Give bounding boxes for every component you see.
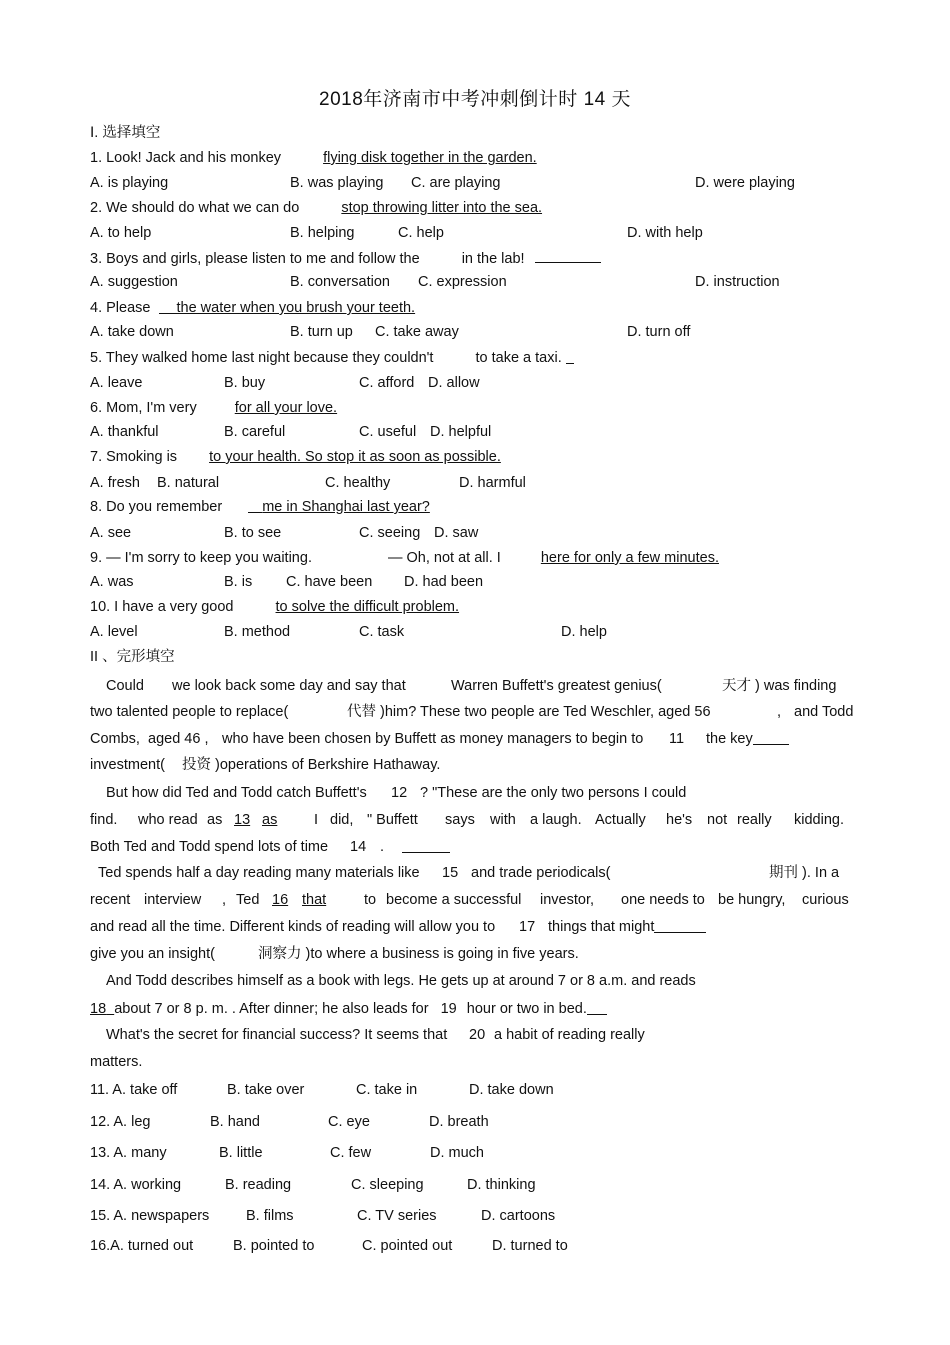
passage-text: kidding. (794, 812, 844, 828)
option-c: C. healthy (325, 475, 391, 491)
passage-text: as (207, 812, 223, 828)
stem-part: me in Shanghai last year? (262, 499, 430, 515)
blank-number: 19 (440, 1001, 457, 1017)
option-b: B. pointed to (233, 1238, 315, 1254)
passage-text: 天才 ) was finding (722, 678, 837, 694)
blank-number: 14 (350, 839, 367, 855)
option-a: 15. A. newspapers (90, 1208, 210, 1224)
passage-text: give you an insight( (90, 946, 215, 962)
option-b: B. was playing (290, 175, 384, 191)
passage-text: one needs to (621, 892, 705, 908)
blank-number: 18 (90, 1001, 107, 1017)
option-a: 11. A. take off (90, 1082, 178, 1098)
stem-part: — Oh, not at all. I (388, 550, 501, 566)
stem-part: to take a taxi. (475, 350, 562, 366)
answer-blank[interactable] (159, 299, 177, 314)
option-c: C. eye (328, 1114, 370, 1130)
option-b: B. reading (225, 1177, 292, 1193)
passage-text: ? "These are the only two persons I could (420, 785, 687, 801)
passage-text: Ted spends half a day reading many materials like (98, 865, 420, 881)
blank-space (106, 1001, 114, 1017)
passage-text: I (314, 812, 319, 828)
passage-text: he's (666, 812, 693, 828)
option-b: B. is (224, 574, 253, 590)
stem-part: 2. We should do what we can do (90, 200, 300, 216)
passage-text: But how did Ted and Todd catch Buffett's (106, 785, 367, 801)
option-d: D. had been (404, 574, 484, 590)
option-b: B. hand (210, 1114, 260, 1130)
option-c: C. useful (359, 424, 417, 440)
passage-text: and trade periodicals( (471, 865, 611, 881)
option-b: B. turn up (290, 324, 353, 340)
option-d: D. breath (429, 1114, 489, 1130)
passage-text: did, (330, 812, 354, 828)
passage-text: not (707, 812, 728, 828)
passage-text: 洞察力 )to where a business is going in five years. (258, 946, 579, 962)
passage-text: we look back some day and say that (172, 678, 406, 694)
option-b: B. to see (224, 525, 282, 541)
passage-text: 代替 )him? These two people are Ted Weschler, aged 56 (347, 704, 711, 720)
stem-part: here for only a few minutes. (540, 550, 719, 566)
stem-part: in the lab! (461, 251, 525, 267)
passage-text: as (262, 812, 278, 828)
passage-text: a laugh. (530, 812, 582, 828)
option-b: B. take over (227, 1082, 305, 1098)
passage-text: 期刊 ). In a (769, 865, 840, 881)
stem-part: to your health. So stop it as soon as possible. (209, 449, 501, 465)
answer-blank[interactable] (402, 838, 450, 858)
blank-number: 20 (469, 1027, 486, 1043)
option-d: D. harmful (459, 475, 526, 491)
passage-text: who have been chosen by Buffett as money managers to begin to (222, 731, 644, 747)
blank-number: 13 (234, 812, 251, 828)
stem-part: for all your love. (234, 400, 338, 416)
passage-text: things that might (548, 919, 655, 935)
passage-text (548, 918, 706, 936)
question-7-stem (90, 448, 501, 466)
stem-part: 8. Do you remember (90, 499, 223, 515)
option-a: A. take down (90, 324, 174, 340)
passage-text: with (490, 812, 516, 828)
passage-text: really (737, 812, 772, 828)
passage-text: investor, (540, 892, 594, 908)
passage-text: What's the secret for financial success? It seems that (106, 1027, 448, 1043)
passage-text: two talented people to replace( (90, 704, 289, 720)
passage-text: and read all the time. Different kinds of reading will allow you to (90, 919, 496, 935)
option-c: C. afford (359, 375, 415, 391)
option-c: C. have been (286, 574, 373, 590)
passage-text: , (777, 704, 782, 720)
option-d: D. with help (627, 225, 703, 241)
passage-text: . (380, 839, 385, 855)
passage-text (90, 1000, 607, 1018)
option-a: 13. A. many (90, 1145, 167, 1161)
blank-number: 12 (391, 785, 408, 801)
passage-text: to (364, 892, 377, 908)
option-c: C. help (398, 225, 444, 241)
passage-text: matters. (90, 1054, 143, 1070)
question-6-stem (90, 399, 337, 417)
option-c: C. few (330, 1145, 372, 1161)
passage-text: And Todd describes himself as a book with legs. He gets up at around 7 or 8 a.m. and reads (106, 973, 696, 989)
passage-text: and Todd (794, 704, 854, 720)
passage-text: curious (802, 892, 849, 908)
page-title: 2018年济南市中考冲刺倒计时 14 天 (319, 89, 631, 110)
option-a: 16.A. turned out (90, 1238, 194, 1254)
option-a: A. thankful (90, 424, 159, 440)
option-d: D. cartoons (481, 1208, 556, 1224)
stem-part: 4. Please (90, 300, 151, 316)
passage-text: Actually (595, 812, 646, 828)
option-b: B. conversation (290, 274, 390, 290)
passage-text: a habit of reading really (494, 1027, 645, 1043)
blank-number: 15 (442, 865, 459, 881)
passage-text: find. (90, 812, 118, 828)
option-b: B. method (224, 624, 291, 640)
option-a: A. is playing (90, 175, 169, 191)
passage-text: who read (138, 812, 198, 828)
option-c: C. are playing (411, 175, 501, 191)
option-b: B. little (219, 1145, 263, 1161)
option-a: 14. A. working (90, 1177, 182, 1193)
stem-part: 5. They walked home last night because they couldn't (90, 350, 434, 366)
option-a: A. was (90, 574, 134, 590)
blank-number: 11 (669, 731, 685, 747)
passage-text: Ted (236, 892, 260, 908)
stem-part: 9. — I'm sorry to keep you waiting. (90, 550, 312, 566)
stem-part: 6. Mom, I'm very (90, 400, 197, 416)
question-10-stem (90, 598, 459, 616)
stem-part: 7. Smoking is (90, 449, 178, 465)
passage-text: that (302, 892, 327, 908)
stem-part: flying disk together in the garden. (323, 150, 537, 166)
option-a: A. suggestion (90, 274, 178, 290)
answer-blank[interactable] (654, 918, 706, 933)
passage-text: 投资 )operations of Berkshire Hathaway. (182, 757, 441, 773)
passage-text: the key (706, 731, 753, 747)
stem-part: stop throwing litter into the sea. (341, 200, 543, 216)
option-d: D. turned to (492, 1238, 568, 1254)
stem-part: 3. Boys and girls, please listen to me and follow the (90, 251, 420, 267)
option-c: C. sleeping (351, 1177, 424, 1193)
passage-text: says (445, 812, 475, 828)
option-d: D. instruction (695, 274, 780, 290)
option-d: D. helpful (430, 424, 492, 440)
blank-number: 16 (272, 892, 289, 908)
option-c: C. task (359, 624, 405, 640)
blank-number: 17 (519, 919, 536, 935)
option-c: C. TV series (357, 1208, 437, 1224)
option-c: C. pointed out (362, 1238, 453, 1254)
option-a: A. level (90, 624, 138, 640)
option-b: B. films (246, 1208, 294, 1224)
question-1-stem (90, 149, 537, 167)
passage-text: be hungry, (718, 892, 786, 908)
question-8-stem (90, 498, 430, 516)
passage-text: investment( (90, 757, 165, 773)
passage-text: " Buffett (367, 812, 418, 828)
question-4-stem (90, 299, 415, 317)
stem-part: 10. I have a very good (90, 599, 234, 615)
passage-text: hour or two in bed. (466, 1001, 587, 1017)
section2-heading: II 、完形填空 (90, 649, 175, 665)
option-d: D. help (561, 624, 607, 640)
option-c: C. seeing (359, 525, 421, 541)
stem-part: the water when you brush your teeth. (176, 300, 416, 316)
question-3-stem (90, 248, 601, 268)
option-c: C. take away (375, 324, 459, 340)
passage-text: recent (90, 892, 131, 908)
option-d: D. turn off (627, 324, 691, 340)
stem-part: 1. Look! Jack and his monkey (90, 150, 282, 166)
question-5-stem (90, 349, 574, 367)
passage-text: about 7 or 8 p. m. . After dinner; he also leads for (114, 1001, 429, 1017)
passage-text: Warren Buffett's greatest genius( (451, 678, 662, 694)
option-a: A. leave (90, 375, 143, 391)
option-d: D. were playing (695, 175, 795, 191)
passage-text: Both Ted and Todd spend lots of time (90, 839, 329, 855)
option-a: 12. A. leg (90, 1114, 151, 1130)
answer-blank[interactable] (753, 730, 789, 745)
section1-heading: Ⅰ. 选择填空 (90, 125, 161, 141)
option-b: B. helping (290, 225, 355, 241)
option-d: D. saw (434, 525, 479, 541)
option-a: A. see (90, 525, 132, 541)
passage-text: aged 46 , (148, 731, 209, 747)
passage-text: , (222, 892, 227, 908)
answer-blank[interactable] (535, 248, 601, 263)
option-b: B. careful (224, 424, 286, 440)
answer-blank[interactable] (248, 498, 262, 513)
answer-blank[interactable] (587, 1000, 607, 1015)
option-b: B. buy (224, 375, 266, 391)
option-b: B. natural (157, 475, 220, 491)
option-d: D. allow (428, 375, 480, 391)
passage-text: interview (144, 892, 202, 908)
option-a: A. to help (90, 225, 152, 241)
answer-blank-line (402, 838, 450, 853)
question-2-stem (90, 199, 542, 217)
option-c: C. take in (356, 1082, 418, 1098)
option-d: D. much (430, 1145, 484, 1161)
stem-part: to solve the difficult problem. (275, 599, 460, 615)
passage-text: become a successful (386, 892, 522, 908)
passage-text: Combs, (90, 731, 140, 747)
question-9-stem (90, 549, 719, 567)
option-d: D. take down (469, 1082, 554, 1098)
option-d: D. thinking (467, 1177, 536, 1193)
option-a: A. fresh (90, 475, 140, 491)
passage-text (706, 730, 789, 748)
option-c: C. expression (418, 274, 507, 290)
passage-text: Could (106, 678, 144, 694)
answer-blank[interactable] (566, 349, 574, 364)
